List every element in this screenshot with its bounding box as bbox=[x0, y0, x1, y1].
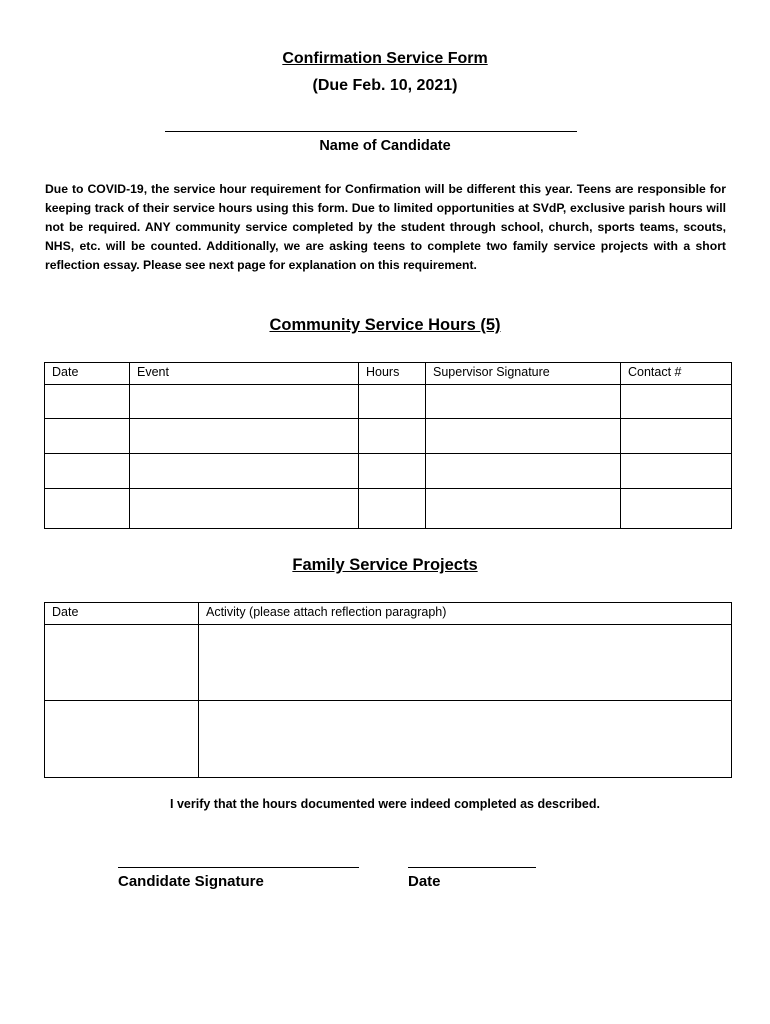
candidate-name-line[interactable] bbox=[165, 131, 577, 132]
column-header: Activity (please attach reflection paragraph) bbox=[199, 603, 732, 625]
contact-cell[interactable] bbox=[621, 454, 732, 489]
candidate-signature-line[interactable] bbox=[118, 867, 359, 868]
date-line[interactable] bbox=[408, 867, 536, 868]
due-date: (Due Feb. 10, 2021) bbox=[312, 77, 458, 94]
form-title: Confirmation Service Form bbox=[282, 50, 488, 67]
table-row bbox=[45, 701, 732, 778]
date-label: Date bbox=[408, 873, 441, 890]
event-cell[interactable] bbox=[130, 454, 359, 489]
column-header: Date bbox=[45, 603, 199, 625]
signature-cell[interactable] bbox=[426, 489, 621, 529]
table-row bbox=[45, 385, 732, 419]
hours-cell[interactable] bbox=[359, 385, 426, 419]
hours-cell[interactable] bbox=[359, 454, 426, 489]
table-row bbox=[45, 625, 732, 701]
column-header: Contact # bbox=[621, 363, 732, 385]
intro-paragraph: Due to COVID-19, the service hour requirement for Confirmation will be different this year. Teens are responsible for keeping track of their service hours using this form. Due to limited opportunities at SVdP, exclusive parish hours will not be required. ANY community service completed by the student through school, church, sports teams, scouts, NHS, etc. will be counted. Additionally, we are asking teens to complete two family service projects with a short reflection essay. Please see next page for explanation on this requirement. bbox=[45, 182, 726, 272]
signature-cell[interactable] bbox=[426, 419, 621, 454]
community-heading: Community Service Hours (5) bbox=[269, 316, 501, 334]
table-row bbox=[45, 489, 732, 529]
name-label: Name of Candidate bbox=[319, 138, 451, 154]
family-service-table bbox=[44, 602, 732, 778]
table-header-row bbox=[45, 603, 732, 625]
table-row bbox=[45, 454, 732, 489]
date-cell[interactable] bbox=[45, 701, 199, 778]
column-header: Date bbox=[45, 363, 130, 385]
contact-cell[interactable] bbox=[621, 419, 732, 454]
signature-cell[interactable] bbox=[426, 454, 621, 489]
date-cell[interactable] bbox=[45, 419, 130, 454]
signature-cell[interactable] bbox=[426, 385, 621, 419]
event-cell[interactable] bbox=[130, 489, 359, 529]
date-cell[interactable] bbox=[45, 454, 130, 489]
hours-cell[interactable] bbox=[359, 419, 426, 454]
hours-cell[interactable] bbox=[359, 489, 426, 529]
candidate-signature-label: Candidate Signature bbox=[118, 873, 264, 890]
date-cell[interactable] bbox=[45, 385, 130, 419]
date-cell[interactable] bbox=[45, 489, 130, 529]
column-header: Event bbox=[130, 363, 359, 385]
table-header-row bbox=[45, 363, 732, 385]
contact-cell[interactable] bbox=[621, 489, 732, 529]
column-header: Hours bbox=[359, 363, 426, 385]
date-cell[interactable] bbox=[45, 625, 199, 701]
family-heading: Family Service Projects bbox=[292, 556, 478, 574]
activity-cell[interactable] bbox=[199, 625, 732, 701]
contact-cell[interactable] bbox=[621, 385, 732, 419]
table-row bbox=[45, 419, 732, 454]
event-cell[interactable] bbox=[130, 385, 359, 419]
activity-cell[interactable] bbox=[199, 701, 732, 778]
event-cell[interactable] bbox=[130, 419, 359, 454]
verification-statement: I verify that the hours documented were indeed completed as described. bbox=[170, 797, 600, 811]
column-header: Supervisor Signature bbox=[426, 363, 621, 385]
community-service-table bbox=[44, 362, 732, 529]
